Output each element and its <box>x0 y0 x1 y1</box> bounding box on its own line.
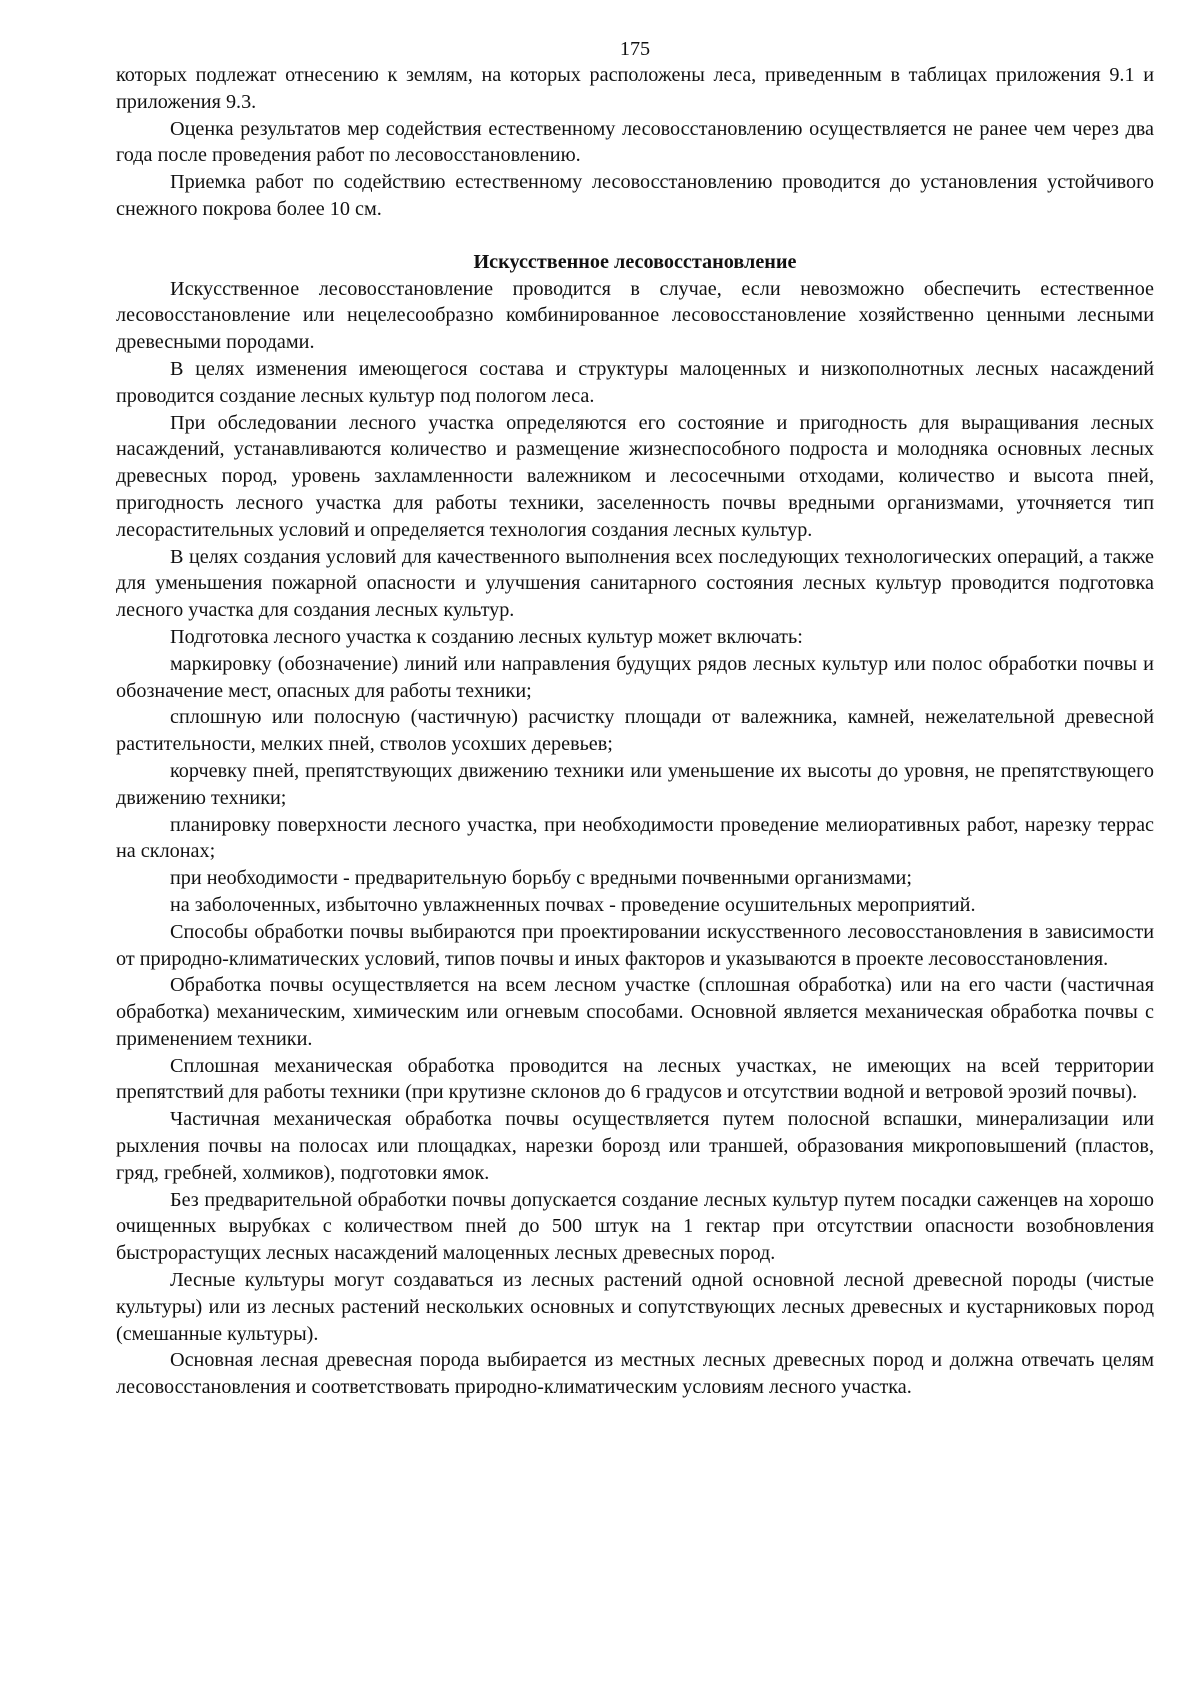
paragraph: Основная лесная древесная порода выбирается из местных лесных древесных пород и должна отвечать целям лесовосстановления и соответствовать природно-климатическим условиям лесного участка. <box>116 1349 1154 1399</box>
paragraph: В целях изменения имеющегося состава и структуры малоценных и низкополнотных лесных насаждений проводится создание лесных культур под пологом леса. <box>116 357 1154 407</box>
list-item: планировку поверхности лесного участка, при необходимости проведение мелиоративных работ, нарезку террас на склонах; <box>116 813 1154 863</box>
list-item: на заболоченных, избыточно увлажненных почвах - проведение осушительных мероприятий. <box>170 893 976 916</box>
list-item: сплошную или полосную (частичную) расчистку площади от валежника, камней, нежелательной древесной растительности, мелких пней, стволов усохших деревьев; <box>116 706 1154 756</box>
list-item: при необходимости - предварительную борьбу с вредными почвенными организмами; <box>170 867 912 890</box>
list-item: маркировку (обозначение) линий или направления будущих рядов лесных культур или полос обработки почвы и обозначение мест, опасных для работы техники; <box>116 652 1154 702</box>
paragraph: Без предварительной обработки почвы допускается создание лесных культур путем посадки саженцев на хорошо очищенных вырубках с количеством пней до 500 штук на 1 гектар при отсутствии опасности возобновления быстрорастущих лесных насаждений малоценных лесных древесных пород. <box>116 1188 1154 1265</box>
section-heading: Искусственное лесовосстановление <box>473 250 797 273</box>
paragraph: В целях создания условий для качественного выполнения всех последующих технологических операций, а также для уменьшения пожарной опасности и улучшения санитарного состояния лесных культур проводится подготовка лесного участка для создания лесных культур. <box>116 545 1154 622</box>
paragraph: Приемка работ по содействию естественному лесовосстановлению проводится до установления устойчивого снежного покрова более 10 см. <box>116 171 1154 220</box>
paragraph: Лесные культуры могут создаваться из лесных растений одной основной лесной древесной породы (чистые культуры) или из лесных растений нескольких основных и сопутствующих лесных древесных и кустарниковых пород (смешанные культуры). <box>116 1269 1154 1345</box>
paragraph: При обследовании лесного участка определяются его состояние и пригодность для выращивания лесных насаждений, устанавливаются количество и размещение жизнеспособного подроста и молодняка основных лесных древесных пород, уровень захламленности валежником и лесосечными отходами, количество и высота пней, пригодность лесного участка для работы техники, заселенность почвы вредными организмами, уточняется тип лесорастительных условий и определяется технология создания лесных культур. <box>116 411 1154 541</box>
paragraph: Частичная механическая обработка почвы осуществляется путем полосной вспашки, минерализации или рыхления почвы на полосах или площадках, нарезки борозд или траншей, образования микроповышений (пластов, гряд, гребней, холмиков), подготовки ямок. <box>116 1108 1154 1184</box>
paragraph-continuation: которых подлежат отнесению к землям, на которых расположены леса, приведенным в таблицах приложения 9.1 и приложения 9.3. <box>116 64 1154 113</box>
paragraph: Искусственное лесовосстановление проводится в случае, если невозможно обеспечить естественное лесовосстановление или нецелесообразно комбинированное лесовосстановление хозяйственно ценными лесными древесными породами. <box>116 277 1154 354</box>
paragraph: Подготовка лесного участка к созданию лесных культур может включать: <box>170 625 803 648</box>
document-page <box>116 36 1154 1401</box>
list-item: корчевку пней, препятствующих движению техники или уменьшение их высоты до уровня, не препятствующего движению техники; <box>116 759 1154 809</box>
paragraph: Оценка результатов мер содействия естественному лесовосстановлению осуществляется не ранее чем через два года после проведения работ по лесовосстановлению. <box>116 117 1154 167</box>
page-number: 175 <box>619 38 651 60</box>
paragraph: Сплошная механическая обработка проводится на лесных участках, не имеющих на всей территории препятствий для работы техники (при крутизне склонов до 6 градусов и отсутствии водной и ветровой эрозий почвы). <box>116 1054 1154 1104</box>
paragraph: Обработка почвы осуществляется на всем лесном участке (сплошная обработка) или на его части (частичная обработка) механическим, химическим или огневым способами. Основной является механическая обработка почвы с применением техники. <box>116 974 1154 1050</box>
paragraph: Способы обработки почвы выбираются при проектировании искусственного лесовосстановления в зависимости от природно-климатических условий, типов почвы и иных факторов и указываются в проекте лесовосстановления. <box>116 920 1154 970</box>
